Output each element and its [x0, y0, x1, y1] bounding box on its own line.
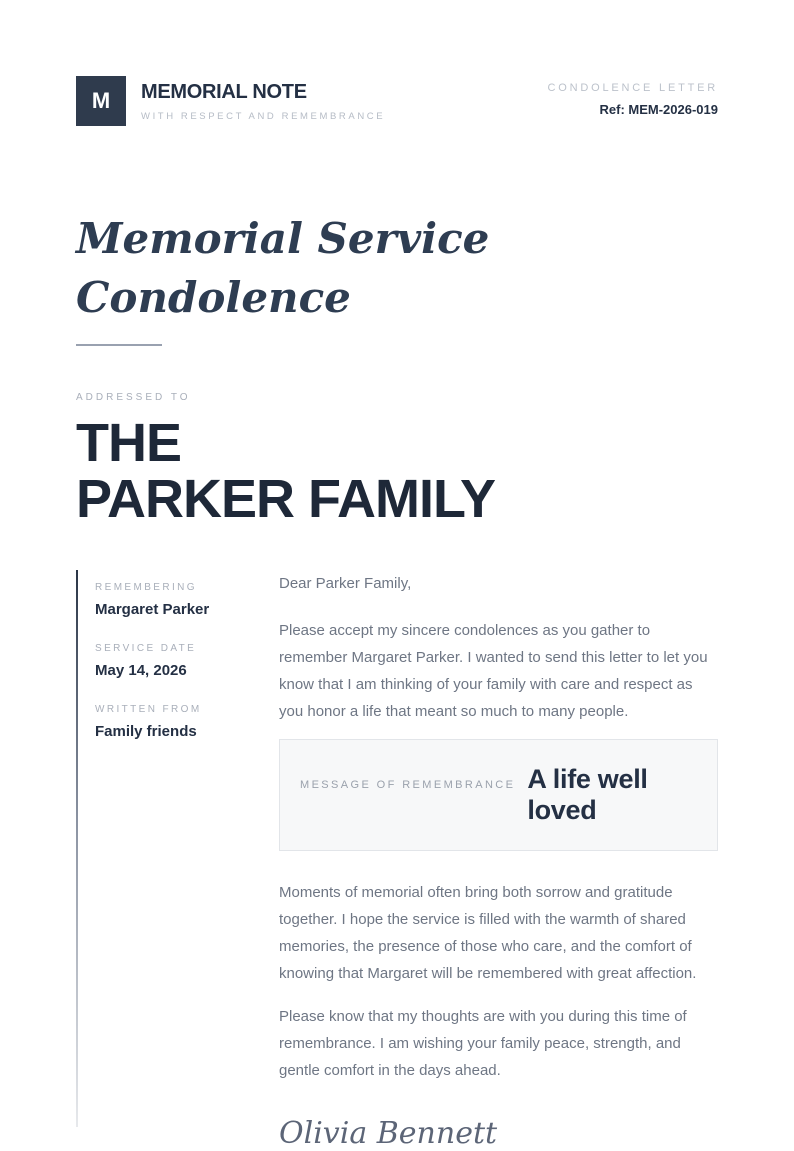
remembrance-message-box: [279, 739, 718, 851]
signature: Olivia Bennett: [279, 1115, 498, 1151]
recipient-name: [76, 412, 718, 530]
title-divider: [76, 344, 162, 346]
brand-tagline: WITH RESPECT AND REMEMBRANCE: [141, 110, 386, 122]
document-meta: [548, 76, 718, 117]
detail-label: SERVICE DATE: [95, 642, 197, 654]
detail-value: Family friends: [95, 722, 197, 740]
detail-remembering: [95, 582, 279, 618]
page-title-line-2: Condolence: [76, 272, 351, 322]
addressed-to-label: ADDRESSED TO: [76, 391, 191, 403]
recipient-name-line-2: PARKER FAMILY: [76, 469, 496, 530]
page-title: [76, 210, 718, 328]
brand-logo-letter: M: [91, 88, 111, 113]
detail-written-from: [95, 704, 279, 740]
content: [76, 570, 718, 1151]
paragraph-1: Please accept my sincere condolences as you gather to remember Margaret Parker. I wanted to send this letter to let you know that I am thinking of your family with care and respect as you honor a life that meant so much to many people.: [279, 621, 708, 720]
page-title-line-1: Memorial Service: [76, 214, 490, 263]
brand-text: [141, 81, 385, 122]
detail-label: REMEMBERING: [95, 581, 197, 593]
brand-name: MEMORIAL NOTE: [141, 80, 307, 103]
detail-value: May 14, 2026: [95, 661, 187, 679]
paragraph-3: Please know that my thoughts are with you during this time of remembrance. I am wishing your family peace, strength, and gentle comfort in the days ahead.: [279, 1007, 687, 1079]
detail-service-date: [95, 643, 279, 679]
recipient-name-line-1: THE: [76, 412, 181, 473]
salutation: Dear Parker Family,: [279, 574, 412, 592]
detail-value: Margaret Parker: [95, 600, 210, 618]
paragraph-2: Moments of memorial often bring both sorrow and gratitude together. I hope the service is filled with the warmth of shared memories, the presence of those who care, and the comfort of knowing that Margaret will be remembered with great affection.: [279, 883, 697, 982]
brand: [76, 76, 385, 126]
brand-logo: [76, 76, 126, 126]
document-type-label: CONDOLENCE LETTER: [547, 82, 718, 94]
document-reference: Ref: MEM-2026-019: [599, 102, 718, 117]
header: [76, 76, 718, 126]
remembrance-message-text: A life well loved: [527, 763, 648, 825]
details-sidebar: [78, 570, 279, 1127]
detail-label: WRITTEN FROM: [95, 703, 202, 715]
letter-body: [279, 570, 718, 1151]
remembrance-message-label: MESSAGE OF REMEMBRANCE: [300, 778, 516, 791]
